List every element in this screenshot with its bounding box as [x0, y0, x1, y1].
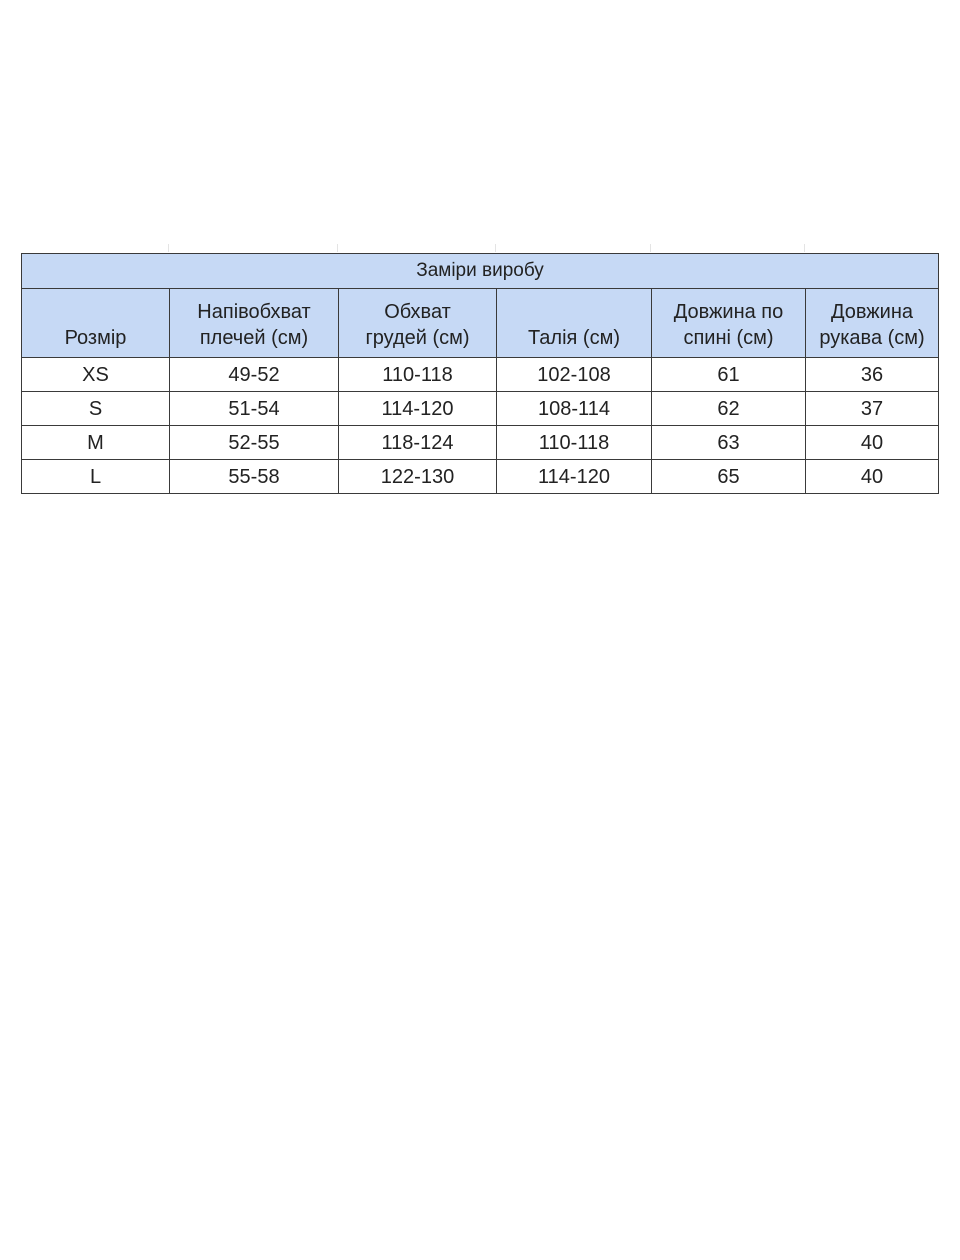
table-title: Заміри виробу: [22, 254, 939, 289]
table-cell: 110-118: [339, 358, 497, 392]
table-cell: 55-58: [170, 460, 339, 494]
table-cell: 51-54: [170, 392, 339, 426]
size-chart: [21, 253, 938, 494]
header-label: Напівобхват плечей (см): [197, 301, 311, 349]
table-cell: 114-120: [339, 392, 497, 426]
header-cell-shoulders: [170, 289, 339, 358]
table-cell: 118-124: [339, 426, 497, 460]
table-cell: 65: [652, 460, 806, 494]
table-cell: 62: [652, 392, 806, 426]
table-row: [22, 392, 939, 426]
table-cell: M: [22, 426, 170, 460]
table-cell: 122-130: [339, 460, 497, 494]
table-cell: 110-118: [497, 426, 652, 460]
header-cell-waist: [497, 289, 652, 358]
header-label: Талія (см): [527, 327, 620, 349]
table-cell: 102-108: [497, 358, 652, 392]
table-cell: 114-120: [497, 460, 652, 494]
gridline: [804, 244, 805, 252]
table-cell: 63: [652, 426, 806, 460]
size-table: [21, 253, 939, 494]
header-row: [22, 289, 939, 358]
header-label: Довжина рукава (см): [819, 301, 925, 349]
table-row: [22, 358, 939, 392]
table-cell: 36: [806, 358, 939, 392]
table-cell: 49-52: [170, 358, 339, 392]
table-cell: 61: [652, 358, 806, 392]
header-cell-sleeve-length: [806, 289, 939, 358]
table-cell: 40: [806, 426, 939, 460]
table-cell: 108-114: [497, 392, 652, 426]
gridline: [650, 244, 651, 252]
table-row: [22, 426, 939, 460]
table-cell: 40: [806, 460, 939, 494]
gridline: [337, 244, 338, 252]
gridline: [495, 244, 496, 252]
gridline: [168, 244, 169, 252]
header-label: Довжина по спині (см): [673, 301, 784, 349]
table-cell: L: [22, 460, 170, 494]
header-cell-chest: [339, 289, 497, 358]
header-label: Обхват грудей (см): [365, 301, 470, 349]
header-label: Розмір: [64, 327, 127, 349]
header-cell-size: [22, 289, 170, 358]
header-cell-back-length: [652, 289, 806, 358]
table-cell: 37: [806, 392, 939, 426]
table-cell: XS: [22, 358, 170, 392]
table-row: [22, 460, 939, 494]
title-row: [22, 254, 939, 289]
table-cell: 52-55: [170, 426, 339, 460]
table-cell: S: [22, 392, 170, 426]
